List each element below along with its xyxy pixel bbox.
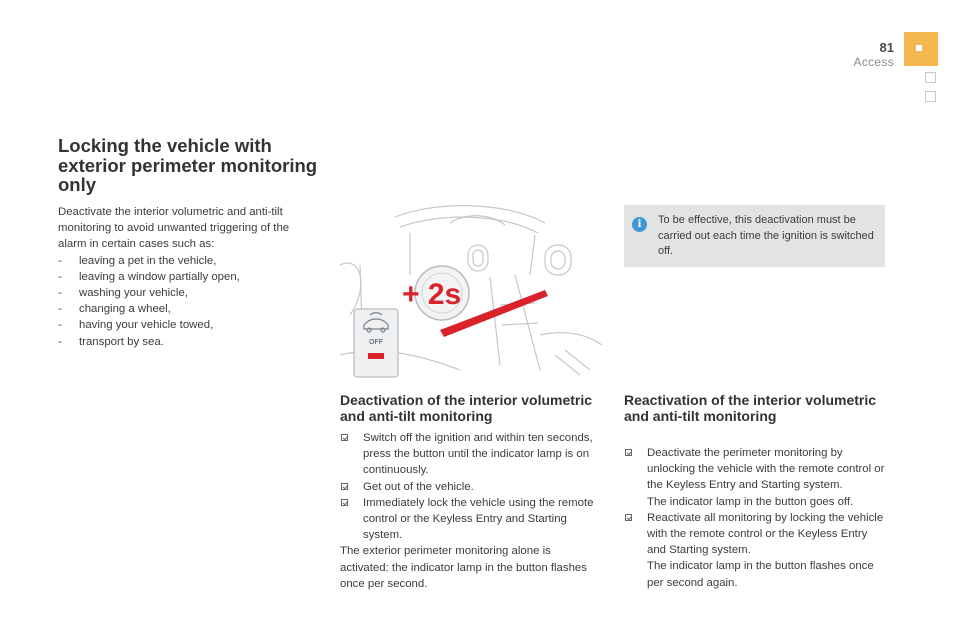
- list-item: - changing a wheel,: [58, 301, 320, 317]
- list-item: - having your vehicle towed,: [58, 317, 320, 333]
- chapter-tab-box: [925, 72, 936, 83]
- list-item: [340, 430, 602, 479]
- list-item: [624, 445, 886, 510]
- step-text: Switch off the ignition and within ten seconds, press the button until the indicator lamp is on continuously.: [363, 432, 593, 477]
- info-text: To be effective, this deactivation must be carried out each time the ignition is switched off.: [658, 214, 874, 257]
- checkbox-icon: [341, 499, 348, 506]
- list-item: [340, 479, 602, 495]
- list-item: - leaving a window partially open,: [58, 269, 320, 285]
- checkbox-icon: [625, 449, 632, 456]
- hold-duration-label: + 2s: [402, 278, 462, 311]
- list-item: - transport by sea.: [58, 334, 320, 350]
- deactivation-section: [340, 430, 602, 592]
- chapter-tab-marker: [904, 32, 938, 66]
- reactivation-section: [624, 445, 886, 591]
- deactivation-title: Deactivation of the interior volumetric and anti-tilt monitoring: [340, 392, 593, 424]
- list-item: - leaving a pet in the vehicle,: [58, 253, 320, 269]
- chapter-tab-box: [925, 91, 936, 102]
- checkbox-icon: [625, 514, 632, 521]
- step-followup: The indicator lamp in the button flashes once per second again.: [647, 560, 874, 589]
- info-icon: i: [632, 217, 647, 232]
- page-title: Locking the vehicle with exterior perimeter monitoring only: [58, 135, 318, 195]
- section-name: Access: [853, 55, 894, 69]
- checkbox-icon: [341, 483, 348, 490]
- reactivation-title: Reactivation of the interior volumetric and anti-tilt monitoring: [624, 392, 877, 424]
- page-number: 81: [879, 40, 894, 55]
- step-text: Deactivate the perimeter monitoring by unlocking the vehicle with the remote control or the Keyless Entry and Starting system.: [647, 447, 885, 492]
- step-followup: The indicator lamp in the button goes off.: [647, 495, 854, 508]
- deactivation-note: The exterior perimeter monitoring alone is activated: the indicator lamp in the button flashes once per second.: [340, 545, 587, 590]
- step-text: Get out of the vehicle.: [363, 480, 474, 493]
- cases-list: [58, 253, 320, 350]
- info-box: [624, 205, 885, 267]
- list-item: [624, 510, 886, 591]
- reactivation-steps: [624, 445, 886, 591]
- step-text: Reactivate all monitoring by locking the vehicle with the remote control or the Keyless Entry and Starting system.: [647, 511, 884, 557]
- off-label: OFF: [369, 339, 383, 346]
- deactivation-steps: [340, 430, 602, 543]
- intro-paragraph: Deactivate the interior volumetric and anti-tilt monitoring to avoid unwanted triggering of the alarm in certain cases such as:: [58, 206, 290, 251]
- step-text: Immediately lock the vehicle using the remote control or the Keyless Entry and Starting system.: [363, 496, 594, 542]
- indicator-lamp: [368, 353, 384, 359]
- list-item: - washing your vehicle,: [58, 285, 320, 301]
- checkbox-icon: [341, 434, 348, 441]
- list-item: [340, 495, 602, 544]
- dashboard-illustration: [340, 205, 602, 379]
- intro-section: [58, 204, 320, 350]
